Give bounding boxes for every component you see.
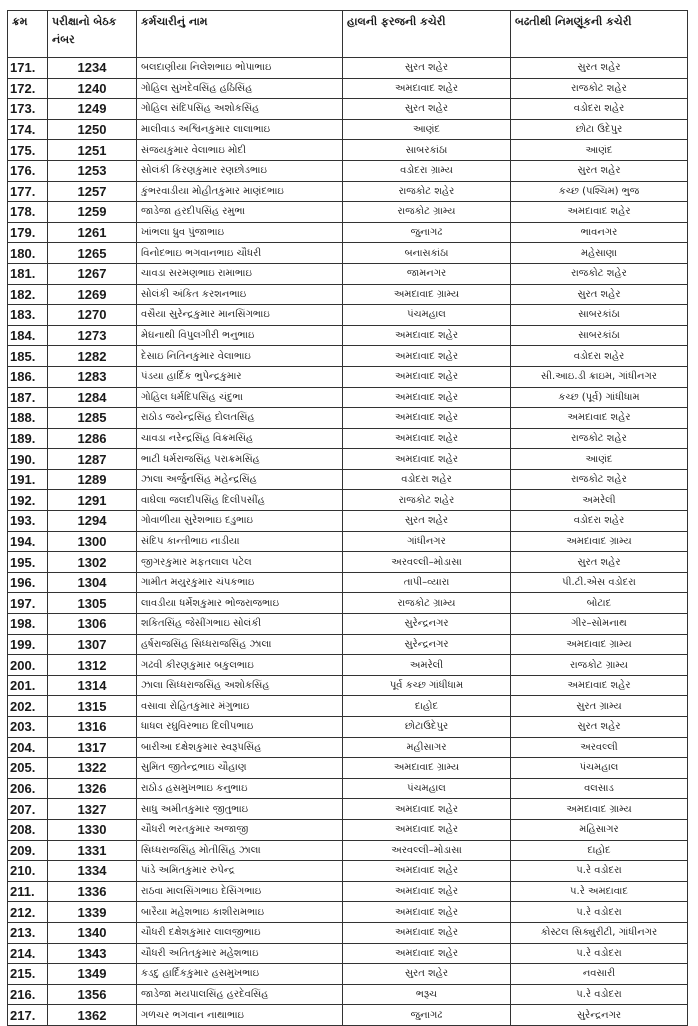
current-office-cell: રાજકોટ ગ્રામ્ય (343, 593, 511, 614)
current-office-cell: અમદાવાદ શહેર (343, 366, 511, 387)
serial-cell: 176. (8, 160, 48, 181)
serial-cell: 189. (8, 428, 48, 449)
serial-cell: 174. (8, 119, 48, 140)
serial-cell: 212. (8, 902, 48, 923)
employee-name-cell: બલદાણીયા નિલેશભાઇ ભોપાભાઇ (137, 58, 343, 79)
current-office-cell: અમદાવાદ શહેર (343, 902, 511, 923)
promotion-office-cell: કોસ્ટલ સિક્યુરીટી, ગાંધીનગર (511, 922, 688, 943)
serial-cell: 178. (8, 202, 48, 223)
current-office-cell: વડોદરા શહેર (343, 469, 511, 490)
promotion-office-cell: સુરત શહેર (511, 552, 688, 573)
current-office-cell: ગાંધીનગર (343, 531, 511, 552)
table-row (8, 243, 688, 264)
serial-cell: 194. (8, 531, 48, 552)
current-office-cell: દાહોદ (343, 696, 511, 717)
current-office-cell: તાપી–વ્યારા (343, 572, 511, 593)
table-row (8, 222, 688, 243)
employee-name-cell: રાઠોડ હસમુખભાઇ કનુભાઇ (137, 778, 343, 799)
promotion-office-cell: પ.રે અમદાવાદ (511, 881, 688, 902)
seat-number-cell: 1356 (48, 984, 137, 1005)
seat-number-cell: 1306 (48, 614, 137, 635)
seat-number-cell: 1270 (48, 305, 137, 326)
employee-name-cell: સાધુ અમીતકુમાર જીતુભાઇ (137, 799, 343, 820)
header-row (8, 11, 688, 58)
employee-name-cell: રાઠવા માલસિંગભાઇ દેસિંગભાઇ (137, 881, 343, 902)
promotion-office-cell: પંચમહાલ (511, 758, 688, 779)
serial-cell: 191. (8, 469, 48, 490)
serial-cell: 198. (8, 614, 48, 635)
serial-cell: 193. (8, 511, 48, 532)
promotion-office-cell: અમદાવાદ શહેર (511, 408, 688, 429)
serial-cell: 192. (8, 490, 48, 511)
promotion-office-cell: અરવલ્લી (511, 737, 688, 758)
promotion-office-cell: રાજકોટ ગ્રામ્ય (511, 655, 688, 676)
serial-cell: 181. (8, 263, 48, 284)
seat-number-cell: 1349 (48, 964, 137, 985)
seat-number-cell: 1300 (48, 531, 137, 552)
employee-name-cell: ખાંભલા ધ્રુવ પુંજાભાઇ (137, 222, 343, 243)
seat-number-cell: 1302 (48, 552, 137, 573)
employee-name-cell: ધાધલ રઘુવિરભાઇ દિલીપભાઇ (137, 717, 343, 738)
table-row (8, 614, 688, 635)
promotion-office-cell: કચ્છ (પૂર્વ) ગાંધીધામ (511, 387, 688, 408)
serial-cell: 182. (8, 284, 48, 305)
employee-name-cell: કડદુ હાર્દિકકુમાર હસમુખભાઇ (137, 964, 343, 985)
current-office-cell: સુરેન્દ્રનગર (343, 614, 511, 635)
table-row (8, 202, 688, 223)
serial-cell: 180. (8, 243, 48, 264)
employee-name-cell: જીગરકુમાર મફતલાલ પટેલ (137, 552, 343, 573)
table-row (8, 181, 688, 202)
employee-name-cell: પાંડે અમિતકુમાર રુપેન્દ્ર (137, 861, 343, 882)
promotion-office-cell: ગીર–સોમનાથ (511, 614, 688, 635)
table-row (8, 675, 688, 696)
seat-number-cell: 1267 (48, 263, 137, 284)
employee-name-cell: વાઘેલા જલદીપસિંહ દિલીપસીંહ (137, 490, 343, 511)
current-office-cell: સુરત શહેર (343, 99, 511, 120)
promotion-office-cell: પ.રે વડોદરા (511, 984, 688, 1005)
serial-cell: 202. (8, 696, 48, 717)
promotion-office-cell: સી.આઇ.ડી ક્રાઇમ, ગાંધીનગર (511, 366, 688, 387)
seat-number-cell: 1343 (48, 943, 137, 964)
table-row (8, 511, 688, 532)
seat-number-cell: 1316 (48, 717, 137, 738)
current-office-cell: અમદાવાદ શહેર (343, 819, 511, 840)
header-employee-name: કર્મચારીનું નામ (137, 11, 343, 58)
current-office-cell: જુનાગઢ (343, 222, 511, 243)
table-row (8, 943, 688, 964)
serial-cell: 185. (8, 346, 48, 367)
promotion-office-cell: સુરત શહેર (511, 717, 688, 738)
current-office-cell: પંચમહાલ (343, 778, 511, 799)
employee-name-cell: ગોહિલ સુખદેવસિંહ હઠિસિંહ (137, 78, 343, 99)
serial-cell: 187. (8, 387, 48, 408)
seat-number-cell: 1307 (48, 634, 137, 655)
employee-name-cell: ચૌધરી અતિતકુમાર મહેશભાઇ (137, 943, 343, 964)
seat-number-cell: 1261 (48, 222, 137, 243)
employee-name-cell: વિનોદભાઇ ભગવાનભાઇ ચૌધરી (137, 243, 343, 264)
current-office-cell: સુરત શહેર (343, 964, 511, 985)
current-office-cell: અરવલ્લી–મોડાસા (343, 840, 511, 861)
employee-name-cell: રાઠોડ જયેન્દ્રસિંહ દોલતસિંહ (137, 408, 343, 429)
current-office-cell: સુરત શહેર (343, 58, 511, 79)
serial-cell: 190. (8, 449, 48, 470)
seat-number-cell: 1330 (48, 819, 137, 840)
current-office-cell: અમદાવાદ ગ્રામ્ય (343, 758, 511, 779)
table-row (8, 284, 688, 305)
promotion-office-cell: સાબરકાંઠા (511, 305, 688, 326)
current-office-cell: સાબરકાંઠા (343, 140, 511, 161)
table-row (8, 263, 688, 284)
promotion-office-cell: અમદાવાદ ગ્રામ્ય (511, 634, 688, 655)
employee-name-cell: જાડેજા મયપાલસિંહ હરદેવસિંહ (137, 984, 343, 1005)
seat-number-cell: 1312 (48, 655, 137, 676)
promotion-office-cell: રાજકોટ શહેર (511, 469, 688, 490)
promotion-office-cell: પ.રે વડોદરા (511, 943, 688, 964)
promotion-office-cell: વડોદરા શહેર (511, 346, 688, 367)
current-office-cell: અમદાવાદ શહેર (343, 449, 511, 470)
promotion-office-cell: સુરત શહેર (511, 284, 688, 305)
promotion-office-cell: અમદાવાદ ગ્રામ્ય (511, 799, 688, 820)
serial-cell: 200. (8, 655, 48, 676)
current-office-cell: અરવલ્લી–મોડાસા (343, 552, 511, 573)
promotion-office-cell: મહિસાગર (511, 819, 688, 840)
employee-name-cell: સિધ્ધરાજસિંહ મોતીસિંહ ઝાલા (137, 840, 343, 861)
promotion-office-cell: ભાવનગર (511, 222, 688, 243)
employee-name-cell: બારૈયા મહેશભાઇ કાશીરામભાઇ (137, 902, 343, 923)
promotion-office-cell: પ.રે વડોદરા (511, 861, 688, 882)
promotion-office-cell: છોટા ઉદેપુર (511, 119, 688, 140)
table-body (8, 58, 688, 1026)
current-office-cell: બનાસકાંઠા (343, 243, 511, 264)
current-office-cell: અમદાવાદ શહેર (343, 346, 511, 367)
current-office-cell: અમદાવાદ શહેર (343, 943, 511, 964)
seat-number-cell: 1340 (48, 922, 137, 943)
employee-name-cell: હર્ષરાજસિંહ સિધ્ધરાજસિંહ ઝાલા (137, 634, 343, 655)
current-office-cell: અમદાવાદ શહેર (343, 922, 511, 943)
current-office-cell: અમદાવાદ શહેર (343, 799, 511, 820)
seat-number-cell: 1326 (48, 778, 137, 799)
serial-cell: 216. (8, 984, 48, 1005)
current-office-cell: પંચમહાલ (343, 305, 511, 326)
seat-number-cell: 1253 (48, 160, 137, 181)
current-office-cell: રાજકોટ શહેર (343, 490, 511, 511)
promotion-office-cell: અમદાવાદ ગ્રામ્ય (511, 531, 688, 552)
seat-number-cell: 1286 (48, 428, 137, 449)
employee-name-cell: પંડયા હાર્દિક ભુપેન્દ્રકુમાર (137, 366, 343, 387)
promotion-office-cell: મહેસાણા (511, 243, 688, 264)
employee-name-cell: જાડેજા હરદીપસિંહ રમુભા (137, 202, 343, 223)
serial-cell: 186. (8, 366, 48, 387)
serial-cell: 188. (8, 408, 48, 429)
current-office-cell: મહીસાગર (343, 737, 511, 758)
seat-number-cell: 1234 (48, 58, 137, 79)
table-row (8, 449, 688, 470)
seat-number-cell: 1304 (48, 572, 137, 593)
seat-number-cell: 1362 (48, 1005, 137, 1026)
serial-cell: 207. (8, 799, 48, 820)
seat-number-cell: 1327 (48, 799, 137, 820)
promotion-office-cell: રાજકોટ શહેર (511, 428, 688, 449)
table-row (8, 593, 688, 614)
promotion-office-cell: સુરેન્દ્રનગર (511, 1005, 688, 1026)
employee-name-cell: બારીઆ દક્ષેશકુમાર સ્વરૂપસિંહ (137, 737, 343, 758)
promotion-office-cell: સુરત શહેર (511, 58, 688, 79)
employee-name-cell: વસાવા રોહિતકુમાર મંગુભાઇ (137, 696, 343, 717)
current-office-cell: રાજકોટ શહેર (343, 181, 511, 202)
employee-name-cell: ભાટી ધર્મરાજસિંહ પરાક્રમસિંહ (137, 449, 343, 470)
seat-number-cell: 1315 (48, 696, 137, 717)
table-row (8, 58, 688, 79)
employee-name-cell: ચૌધરી ભરતકુમાર અજાજી (137, 819, 343, 840)
employee-name-cell: ચાવડા સરમણભાઇ રામાભાઇ (137, 263, 343, 284)
seat-number-cell: 1317 (48, 737, 137, 758)
seat-number-cell: 1257 (48, 181, 137, 202)
serial-cell: 177. (8, 181, 48, 202)
promotion-office-cell: આણંદ (511, 449, 688, 470)
promotion-office-cell: વડોદરા શહેર (511, 99, 688, 120)
promotion-office-cell: સાબરકાંઠા (511, 325, 688, 346)
table-row (8, 696, 688, 717)
serial-cell: 209. (8, 840, 48, 861)
table-row (8, 160, 688, 181)
current-office-cell: અમદાવાદ શહેર (343, 325, 511, 346)
employee-name-cell: લાવડીયા ધર્મેશકુમાર ભોજરાજભાઇ (137, 593, 343, 614)
current-office-cell: છોટાઉદેપુર (343, 717, 511, 738)
seat-number-cell: 1250 (48, 119, 137, 140)
table-row (8, 799, 688, 820)
current-office-cell: અમરેલી (343, 655, 511, 676)
table-row (8, 572, 688, 593)
employee-name-cell: માલીવાડ અશ્વિનકુમાર લાલાભાઇ (137, 119, 343, 140)
table-row (8, 964, 688, 985)
promotion-office-cell: નવસારી (511, 964, 688, 985)
table-row (8, 490, 688, 511)
table-row (8, 119, 688, 140)
serial-cell: 206. (8, 778, 48, 799)
serial-cell: 179. (8, 222, 48, 243)
current-office-cell: રાજકોટ ગ્રામ્ય (343, 202, 511, 223)
table-row (8, 778, 688, 799)
seat-number-cell: 1269 (48, 284, 137, 305)
serial-cell: 184. (8, 325, 48, 346)
employee-name-cell: સંજયકુમાર વેલાભાઇ મોદી (137, 140, 343, 161)
header-current-office: હાલની ફરજની કચેરી (343, 11, 511, 58)
seat-number-cell: 1249 (48, 99, 137, 120)
current-office-cell: જુનાગઢ (343, 1005, 511, 1026)
seat-number-cell: 1314 (48, 675, 137, 696)
table-row (8, 325, 688, 346)
employee-name-cell: શકિતસિંહ જેસીંગભાઇ સોલંકી (137, 614, 343, 635)
current-office-cell: અમદાવાદ શહેર (343, 861, 511, 882)
seat-number-cell: 1331 (48, 840, 137, 861)
promotion-office-cell: રાજકોટ શહેર (511, 78, 688, 99)
table-row (8, 840, 688, 861)
seat-number-cell: 1334 (48, 861, 137, 882)
employee-name-cell: સોલંકી અંકિત કરશનભાઇ (137, 284, 343, 305)
serial-cell: 172. (8, 78, 48, 99)
current-office-cell: અમદાવાદ શહેર (343, 408, 511, 429)
serial-cell: 208. (8, 819, 48, 840)
table-row (8, 737, 688, 758)
employee-name-cell: ગામીત મયુરકુમાર ચંપકભાઇ (137, 572, 343, 593)
table-row (8, 984, 688, 1005)
table-row (8, 758, 688, 779)
table-row (8, 717, 688, 738)
seat-number-cell: 1282 (48, 346, 137, 367)
serial-cell: 175. (8, 140, 48, 161)
employee-name-cell: સુમિત જીતેન્દ્રભાઇ ચૌહાણ (137, 758, 343, 779)
seat-number-cell: 1339 (48, 902, 137, 923)
serial-cell: 205. (8, 758, 48, 779)
employee-name-cell: વસૈયા સુરેન્દ્રકુમાર માનસિંગભાઇ (137, 305, 343, 326)
serial-cell: 217. (8, 1005, 48, 1026)
seat-number-cell: 1283 (48, 366, 137, 387)
serial-cell: 210. (8, 861, 48, 882)
promotion-office-cell: રાજકોટ શહેર (511, 263, 688, 284)
current-office-cell: અમદાવાદ શહેર (343, 881, 511, 902)
current-office-cell: અમદાવાદ શહેર (343, 387, 511, 408)
promotion-office-cell: પી.ટી.એસ વડોદરા (511, 572, 688, 593)
serial-cell: 173. (8, 99, 48, 120)
serial-cell: 171. (8, 58, 48, 79)
employee-name-cell: સંદિપ કાન્તીભાઇ નાડીયા (137, 531, 343, 552)
promotion-office-cell: બોટાદ (511, 593, 688, 614)
promotion-office-cell: વડોદરા શહેર (511, 511, 688, 532)
current-office-cell: અમદાવાદ ગ્રામ્ય (343, 284, 511, 305)
seat-number-cell: 1285 (48, 408, 137, 429)
table-row (8, 819, 688, 840)
serial-cell: 197. (8, 593, 48, 614)
employee-name-cell: ગઢવી કીરણકુમાર બકુલભાઇ (137, 655, 343, 676)
table-row (8, 78, 688, 99)
table-row (8, 655, 688, 676)
serial-cell: 199. (8, 634, 48, 655)
current-office-cell: અમદાવાદ શહેર (343, 78, 511, 99)
table-row (8, 305, 688, 326)
employee-name-cell: મેઘનાથી વિપુલગીરી ભનુભાઇ (137, 325, 343, 346)
serial-cell: 183. (8, 305, 48, 326)
employee-name-cell: કુંભરવાડીયા મોહીતકુમાર માણંદભાઇ (137, 181, 343, 202)
promotion-office-cell: આણંદ (511, 140, 688, 161)
current-office-cell: સુરેન્દ્રનગર (343, 634, 511, 655)
seat-number-cell: 1305 (48, 593, 137, 614)
current-office-cell: અમદાવાદ શહેર (343, 428, 511, 449)
serial-cell: 196. (8, 572, 48, 593)
promotion-office-cell: અમદાવાદ શહેર (511, 675, 688, 696)
employee-name-cell: ગોહિલ સંદિપસિંહ અશોકસિંહ (137, 99, 343, 120)
seat-number-cell: 1289 (48, 469, 137, 490)
employee-name-cell: ઝાલા સિધ્ધરાજસિંહ અશોકસિંહ (137, 675, 343, 696)
table-row (8, 346, 688, 367)
employee-name-cell: ગોવાળીયા સુરેશભાઇ દડુભાઇ (137, 511, 343, 532)
current-office-cell: વડોદરા ગ્રામ્ય (343, 160, 511, 181)
seat-number-cell: 1294 (48, 511, 137, 532)
table-row (8, 634, 688, 655)
current-office-cell: જામનગર (343, 263, 511, 284)
promotion-office-cell: વલસાડ (511, 778, 688, 799)
current-office-cell: સુરત શહેર (343, 511, 511, 532)
promotion-office-cell: સુરત ગ્રામ્ય (511, 696, 688, 717)
serial-cell: 213. (8, 922, 48, 943)
promotion-office-cell: અમરેલી (511, 490, 688, 511)
employee-name-cell: ચૌધરી દક્ષેશકુમાર લાલજીભાઇ (137, 922, 343, 943)
serial-cell: 214. (8, 943, 48, 964)
table-row (8, 552, 688, 573)
promotion-office-cell: અમદાવાદ શહેર (511, 202, 688, 223)
promotion-list-table (7, 10, 688, 1026)
seat-number-cell: 1273 (48, 325, 137, 346)
employee-name-cell: સોલંકી કિરણકુમાર રણછોડભાઇ (137, 160, 343, 181)
promotion-office-cell: કચ્છ (પશ્ચિમ) ભુજ (511, 181, 688, 202)
table-row (8, 902, 688, 923)
employee-name-cell: ગોહિલ ધર્મદિપસિંહ ચંદુભા (137, 387, 343, 408)
table-row (8, 408, 688, 429)
serial-cell: 203. (8, 717, 48, 738)
employee-name-cell: ઝાલા અર્જુનસિંહ મહેન્દ્રસિંહ (137, 469, 343, 490)
table-row (8, 861, 688, 882)
serial-cell: 204. (8, 737, 48, 758)
header-promotion-office: બઢતીથી નિમણૂંકની કચેરી (511, 11, 688, 58)
seat-number-cell: 1322 (48, 758, 137, 779)
table-row (8, 140, 688, 161)
table-row (8, 99, 688, 120)
serial-cell: 215. (8, 964, 48, 985)
seat-number-cell: 1265 (48, 243, 137, 264)
table-row (8, 387, 688, 408)
employee-name-cell: ચાવડા નરેન્દ્રસિંહ વિક્રમસિંહ (137, 428, 343, 449)
serial-cell: 201. (8, 675, 48, 696)
promotion-office-cell: પ.રે વડોદરા (511, 902, 688, 923)
serial-cell: 195. (8, 552, 48, 573)
promotion-office-cell: સુરત શહેર (511, 160, 688, 181)
table-row (8, 366, 688, 387)
seat-number-cell: 1291 (48, 490, 137, 511)
current-office-cell: પૂર્વ કચ્છ ગાંધીધામ (343, 675, 511, 696)
seat-number-cell: 1336 (48, 881, 137, 902)
table-row (8, 922, 688, 943)
seat-number-cell: 1240 (48, 78, 137, 99)
table-row (8, 881, 688, 902)
seat-number-cell: 1259 (48, 202, 137, 223)
header-serial: ક્રમ (8, 11, 48, 58)
seat-number-cell: 1284 (48, 387, 137, 408)
table-row (8, 469, 688, 490)
table-row (8, 531, 688, 552)
seat-number-cell: 1251 (48, 140, 137, 161)
table-row (8, 1005, 688, 1026)
current-office-cell: આણંદ (343, 119, 511, 140)
promotion-office-cell: દાહોદ (511, 840, 688, 861)
header-seat-number: પરીક્ષાનો બેઠક નંબર (48, 11, 137, 58)
employee-name-cell: દેસાઇ નિતિનકુમાર વેલાભાઇ (137, 346, 343, 367)
employee-name-cell: ગળચર ભગવાન નાથાભાઇ (137, 1005, 343, 1026)
current-office-cell: ભરૂચ (343, 984, 511, 1005)
serial-cell: 211. (8, 881, 48, 902)
seat-number-cell: 1287 (48, 449, 137, 470)
table-row (8, 428, 688, 449)
